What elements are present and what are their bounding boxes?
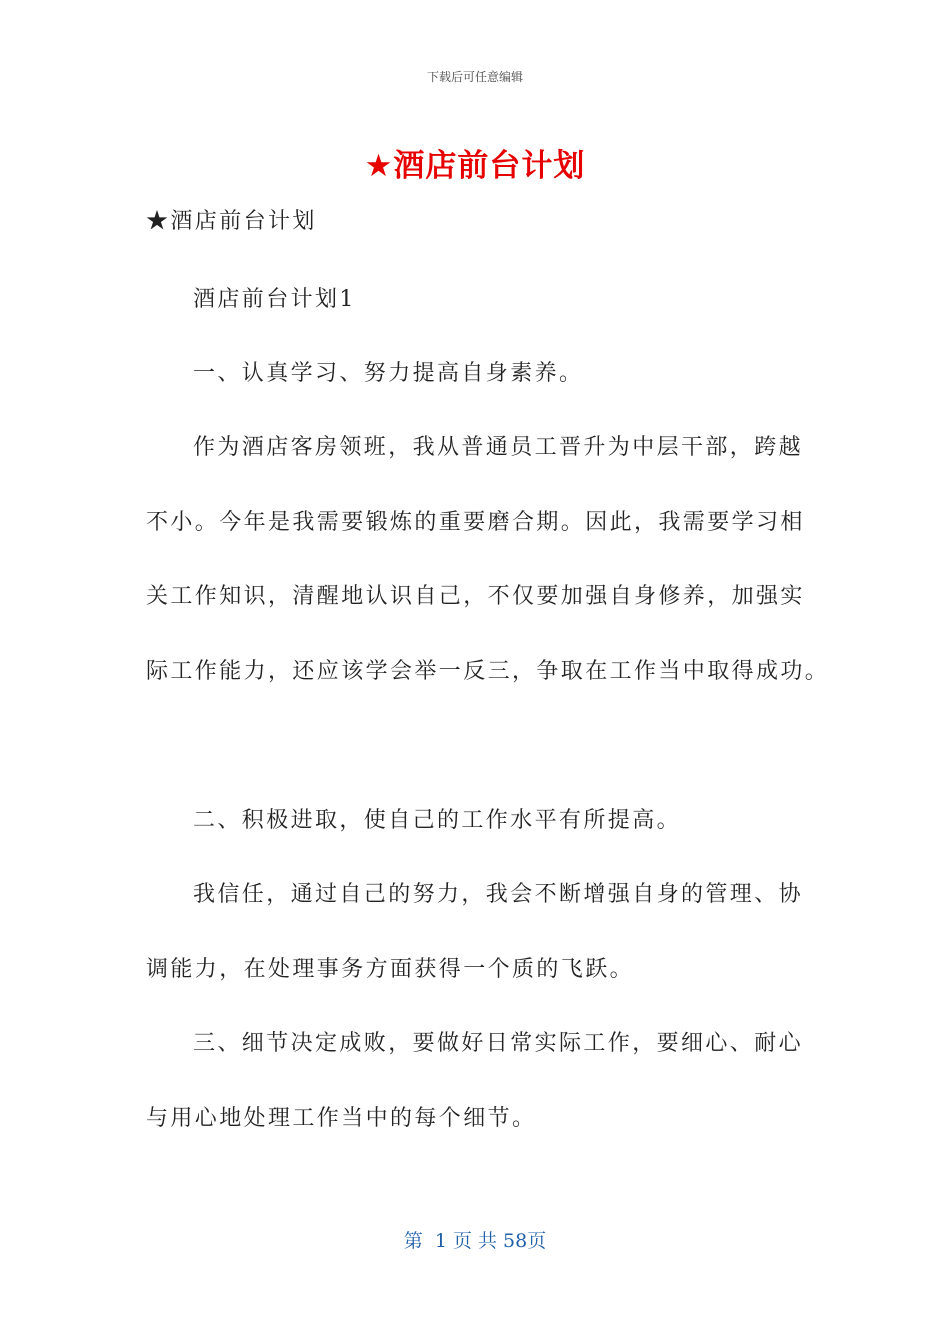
document-title: ★酒店前台计划 [364,148,586,184]
page-number-footer: 第 1 页 共 58页 [403,1230,547,1252]
header-note: 下载后可任意编辑 [426,70,523,84]
paragraph-line: 不小。今年是我需要锻炼的重要磨合期。因此，我需要学习相 [146,510,805,535]
body-line-heading: ★酒店前台计划 [146,209,317,234]
body-line-subtitle: 酒店前台计划1 [193,287,356,312]
paragraph-line: 关工作知识，清醒地认识自己，不仅要加强自身修养，加强实 [146,584,805,609]
paragraph-line: 我信任，通过自己的努力，我会不断增强自身的管理、协 [193,882,804,907]
paragraph-line: 调能力，在处理事务方面获得一个质的飞跃。 [146,957,635,982]
section-heading-1: 一、认真学习、努力提高自身素养。 [193,361,584,386]
paragraph-line: 际工作能力，还应该学会举一反三，争取在工作当中取得成功。 [146,659,830,684]
section-heading-3: 三、细节决定成败，要做好日常实际工作，要细心、耐心 [193,1031,804,1056]
section-heading-2: 二、积极进取，使自己的工作水平有所提高。 [193,808,682,833]
paragraph-line: 作为酒店客房领班，我从普通员工晋升为中层干部，跨越 [193,435,804,460]
paragraph-line: 与用心地处理工作当中的每个细节。 [146,1106,537,1131]
